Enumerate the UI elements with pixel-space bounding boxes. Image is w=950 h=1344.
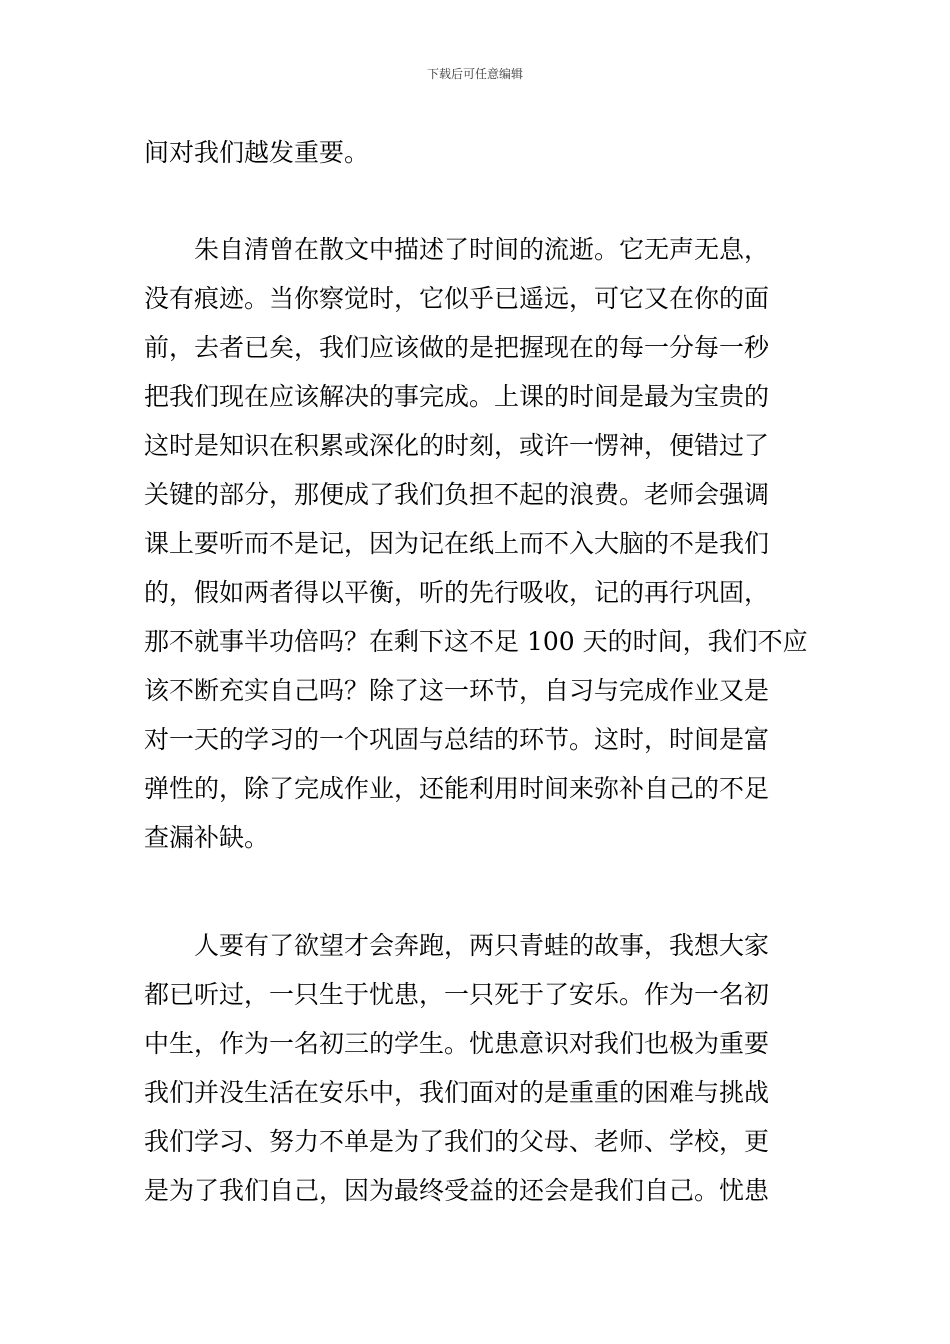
paragraph-line: 对一天的学习的一个巩固与总结的环节。这时，时间是富 (144, 725, 770, 754)
paragraph-line: 人要有了欲望才会奔跑，两只青蛙的故事，我想大家 (194, 931, 770, 960)
paragraph-line: 的，假如两者得以平衡，听的先行吸收，记的再行巩固， (144, 578, 770, 607)
paragraph-continuation (144, 128, 808, 177)
paragraph-line: 把我们现在应该解决的事完成。上课的时间是最为宝贵的 (144, 382, 770, 411)
paragraph-line: 该不断充实自己吗？除了这一环节，自习与完成作业又是 (144, 676, 770, 705)
paragraph-line: 中生，作为一名初三的学生。忧患意识对我们也极为重要 (144, 1029, 770, 1058)
paragraph-line: 没有痕迹。当你察觉时，它似乎已遥远，可它又在你的面 (144, 284, 770, 313)
paragraph-line: 课上要听而不是记，因为记在纸上而不入大脑的不是我们 (144, 529, 770, 558)
paragraph-line: 这时是知识在积累或深化的时刻，或许一愣神，便错过了 (144, 431, 770, 460)
header-note: 下载后可任意编辑 (426, 67, 523, 81)
paragraph-line: 我们并没生活在安乐中，我们面对的是重重的困难与挑战 (144, 1078, 770, 1107)
paragraph-time (144, 225, 808, 862)
paragraph-line: 关键的部分，那便成了我们负担不起的浪费。老师会强调 (144, 480, 770, 509)
paragraph-line: 我们学习、努力不单是为了我们的父母、老师、学校，更 (144, 1127, 770, 1156)
paragraph-line: 间对我们越发重要。 (144, 138, 370, 167)
paragraph-line: 弹性的，除了完成作业，还能利用时间来弥补自己的不足 (144, 774, 770, 803)
paragraph-line: 前，去者已矣，我们应该做的是把握现在的每一分每一秒 (144, 333, 770, 362)
paragraph-line: 是为了我们自己，因为最终受益的还会是我们自己。忧患 (144, 1176, 770, 1205)
paragraph-line: 朱自清曾在散文中描述了时间的流逝。它无声无息， (194, 235, 770, 264)
paragraph-line: 那不就事半功倍吗？在剩下这不足 100 天的时间，我们不应 (144, 627, 808, 656)
paragraph-line: 都已听过，一只生于忧患，一只死于了安乐。作为一名初 (144, 980, 770, 1009)
paragraph-desire (144, 921, 808, 1215)
paragraph-line: 查漏补缺。 (144, 823, 270, 852)
